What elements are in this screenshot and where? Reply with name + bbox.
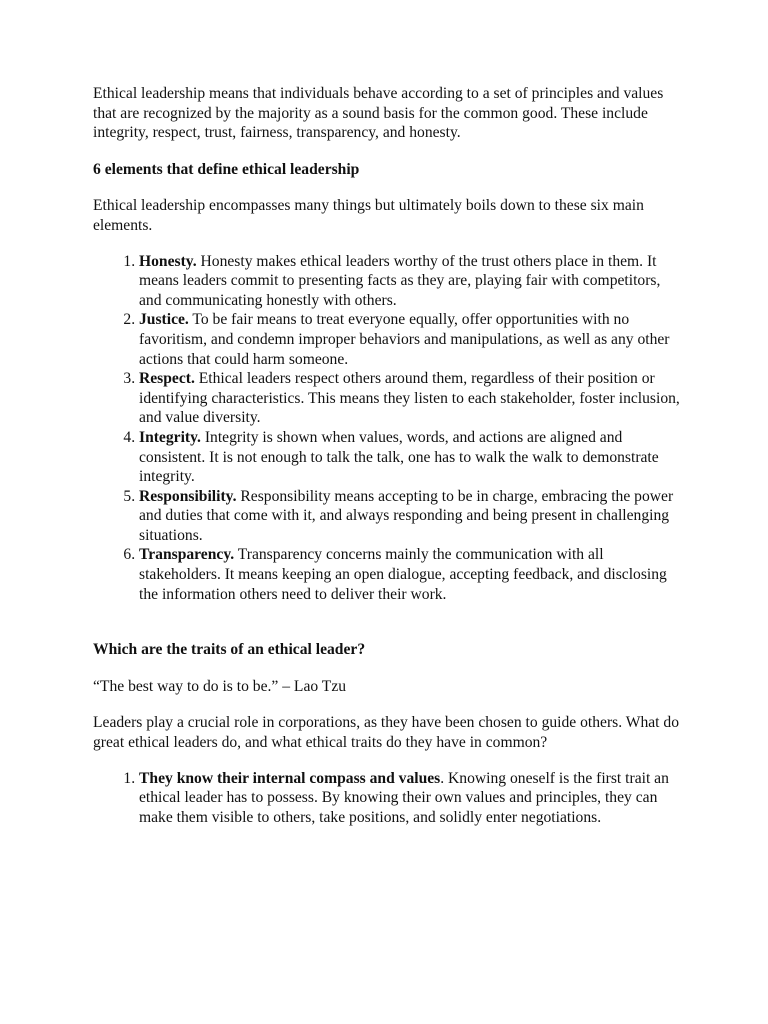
elements-list xyxy=(93,252,683,605)
quote: “The best way to do is to be.” – Lao Tzu xyxy=(93,677,347,695)
list-item-text: Ethical leaders respect others around them, regardless of their position or identifying characteristics. This means they listen to each stakeholder, foster inclusion, and value diversity. xyxy=(139,370,680,427)
section-heading-elements: 6 elements that define ethical leadership xyxy=(93,160,360,178)
list-item xyxy=(139,369,683,428)
document-page xyxy=(93,84,683,827)
list-item-text: Integrity is shown when values, words, and actions are aligned and consistent. It is not enough to talk the talk, one has to walk the walk to demonstrate integrity. xyxy=(139,428,659,486)
list-item-text: Transparency concerns mainly the communication with all stakeholders. It means keeping an open dialogue, accepting feedback, and disclosing the information others need to deliver their work. xyxy=(139,546,667,603)
list-item xyxy=(139,252,683,311)
list-item xyxy=(139,428,683,487)
list-item-text: . Knowing oneself is the first trait an ethical leader has to possess. By knowing their own values and principles, they can make them visible to others, take positions, and solidly enter negotiations. xyxy=(139,769,669,826)
intro-paragraph: Ethical leadership means that individuals behave according to a set of principles and values that are recognized by the majority as a sound basis for the common good. These include integrity, respect, trust, fairness, transparency, and honesty. xyxy=(93,85,664,142)
list-item-term: Justice. xyxy=(139,311,189,329)
list-item-term: Integrity. xyxy=(139,428,201,446)
list-item-term: Respect. xyxy=(139,370,195,388)
list-item-term: Honesty. xyxy=(139,252,197,270)
section-heading-traits: Which are the traits of an ethical leader? xyxy=(93,641,366,659)
traits-list xyxy=(93,769,683,828)
list-item xyxy=(139,310,683,369)
section-lead-traits: Leaders play a crucial role in corporations, as they have been chosen to guide others. What do great ethical leaders do, and what ethical traits do they have in common? xyxy=(93,714,679,752)
list-item-text: To be fair means to treat everyone equally, offer opportunities with no favoritism, and condemn improper behaviors and manipulations, as well as any other actions that could harm someone. xyxy=(139,311,670,368)
list-item-text: Responsibility means accepting to be in charge, embracing the power and duties that come with it, and always responding and being present in challenging situations. xyxy=(139,487,674,544)
list-item xyxy=(139,769,683,828)
list-item-term: They know their internal compass and values xyxy=(139,769,441,787)
list-item-term: Transparency. xyxy=(139,546,235,564)
list-item xyxy=(139,487,683,546)
list-item-text: Honesty makes ethical leaders worthy of the trust others place in them. It means leaders commit to presenting facts as they are, playing fair with competitors, and communicating honestly with others. xyxy=(139,252,661,309)
list-item-term: Responsibility. xyxy=(139,487,237,505)
list-item xyxy=(139,545,683,604)
section-lead-elements: Ethical leadership encompasses many things but ultimately boils down to these six main elements. xyxy=(93,197,644,234)
